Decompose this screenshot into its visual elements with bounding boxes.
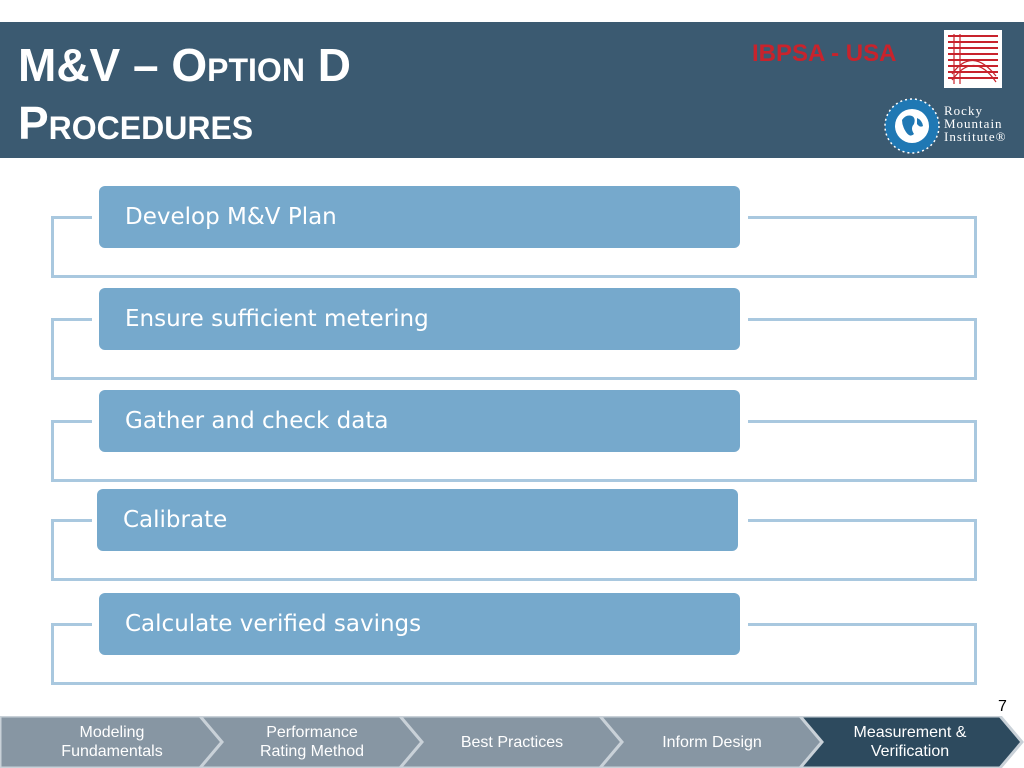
step-box-calibrate: Calibrate — [97, 489, 738, 551]
process-step-1 — [0, 186, 1024, 290]
nav-item-best-practices[interactable]: Best Practices — [460, 733, 564, 751]
slide-title-line-2: Procedures — [18, 97, 254, 149]
nav-item-inform-design[interactable]: Inform Design — [662, 733, 762, 751]
page-number: 7 — [998, 698, 1007, 715]
ibpsa-logo-icon — [944, 30, 1002, 88]
rmi-word-3: Institute® — [944, 129, 1007, 144]
ibpsa-usa-logo-text: IBPSA - USA — [752, 40, 897, 67]
title-banner — [0, 22, 1024, 158]
step-box-gather-data: Gather and check data — [99, 390, 740, 452]
process-step-5 — [0, 593, 1024, 697]
process-step-4 — [0, 489, 1024, 593]
nav-item-performance-rating-method[interactable]: Performance Rating Method — [259, 724, 365, 760]
step-box-verified-savings: Calculate verified savings — [99, 593, 740, 655]
process-step-2 — [0, 288, 1024, 392]
rmi-word-2: Mountain — [944, 116, 1003, 131]
step-box-metering: Ensure sufficient metering — [99, 288, 740, 350]
rmi-wordmark — [944, 104, 1006, 143]
process-step-3 — [0, 390, 1024, 494]
nav-item-measurement-verification[interactable]: Measurement & Verification — [853, 724, 967, 760]
section-navigation-bar — [0, 716, 1024, 768]
step-box-develop-plan: Develop M&V Plan — [99, 186, 740, 248]
slide-title-line-1: M&V – Option D — [18, 39, 351, 91]
rmi-word-1: Rocky — [944, 103, 983, 118]
rocky-mountain-institute-logo — [884, 96, 1012, 154]
slide-title — [18, 36, 351, 152]
nav-item-modeling-fundamentals[interactable]: Modeling Fundamentals — [61, 724, 163, 760]
globe-icon — [884, 98, 940, 154]
